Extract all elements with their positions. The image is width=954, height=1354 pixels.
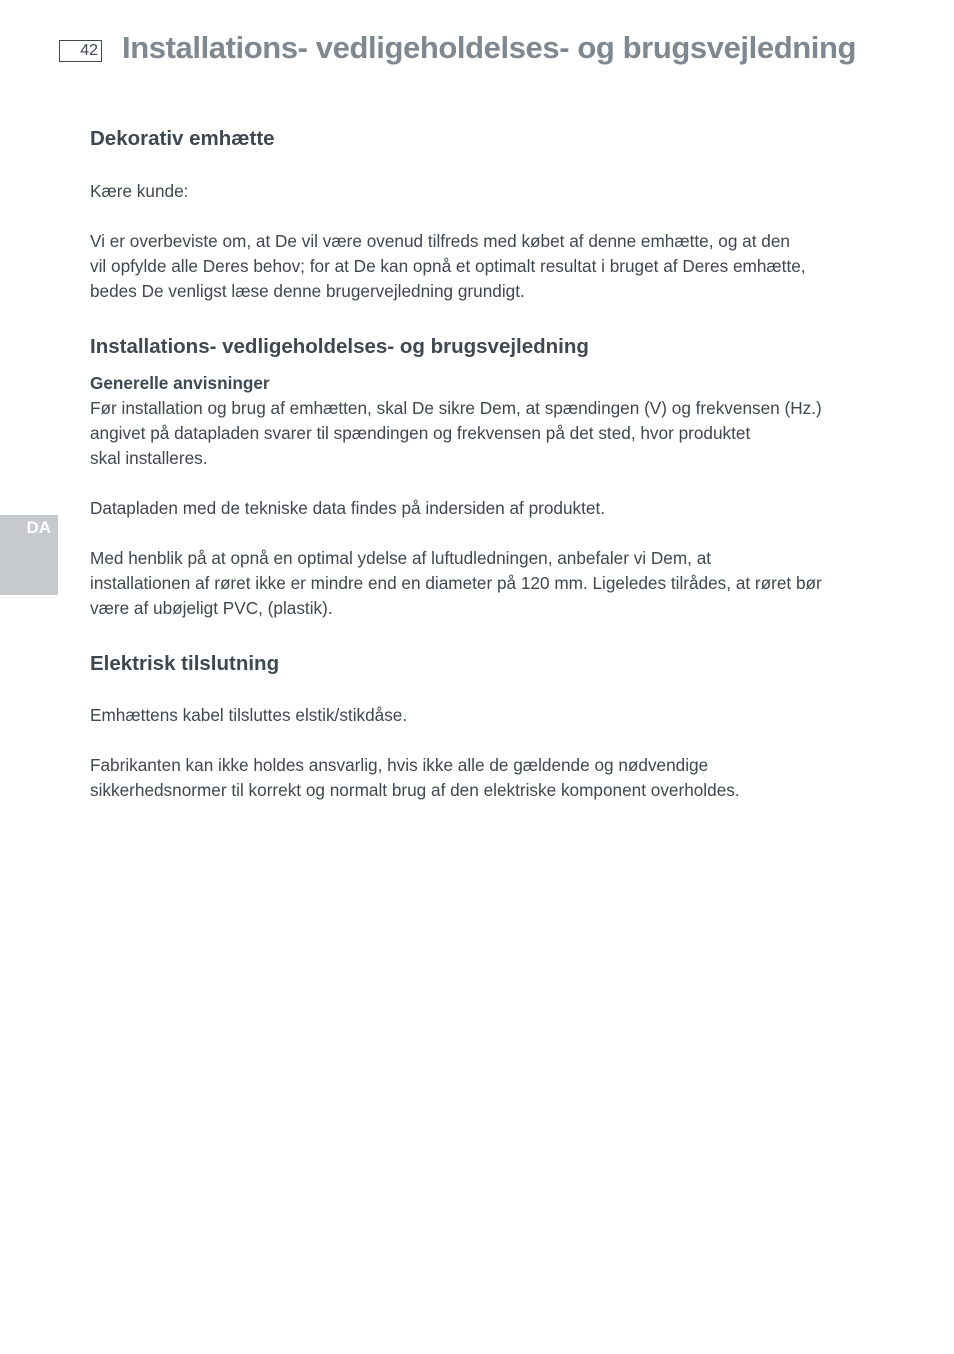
text-line: angivet på datapladen svarer til spændingen og frekvensen på det sted, hvor produktet (90, 423, 751, 443)
text-line: skal installeres. (90, 448, 208, 468)
greeting: Kære kunde: (90, 181, 189, 201)
section-heading-intro: Dekorativ emhætte (90, 127, 275, 150)
page-number: 42 (80, 42, 98, 59)
text-line: være af ubøjeligt PVC, (plastik). (90, 598, 333, 618)
text-line: vil opfylde alle Deres behov; for at De kan opnå et optimalt resultat i bruget af Deres emhætte, (90, 256, 806, 276)
electrical-paragraph-2 (90, 753, 895, 803)
text-line: Vi er overbeviste om, at De vil være ovenud tilfreds med købet af denne emhætte, og at den (90, 231, 790, 251)
intro-paragraph (90, 229, 895, 304)
language-code: DA (26, 518, 51, 537)
text-line: Med henblik på at opnå en optimal ydelse af luftudledningen, anbefaler vi Dem, at (90, 548, 712, 568)
subheading-general: Generelle anvisninger (90, 373, 270, 393)
instructions-paragraph-2: Datapladen med de tekniske data findes på indersiden af produktet. (90, 498, 606, 518)
text-line: sikkerhedsnormer til korrekt og normalt brug af den elektriske komponent overholdes. (90, 780, 740, 800)
electrical-paragraph-1: Emhættens kabel tilsluttes elstik/stikdåse. (90, 705, 408, 725)
instructions-paragraph-1 (90, 396, 895, 471)
text-line: bedes De venligst læse denne brugervejledning grundigt. (90, 281, 525, 301)
section-heading-electrical: Elektrisk tilslutning (90, 652, 280, 675)
page-number-box (59, 40, 102, 62)
section-heading-instructions: Installations- vedligeholdelses- og brugsvejledning (90, 335, 589, 358)
instructions-paragraph-3 (90, 546, 895, 621)
page-title: Installations- vedligeholdelses- og brugsvejledning (122, 30, 857, 65)
language-tab (0, 515, 58, 595)
text-line: installationen af røret ikke er mindre end en diameter på 120 mm. Ligeledes tilrådes, at røret bør (90, 573, 822, 593)
text-line: Fabrikanten kan ikke holdes ansvarlig, hvis ikke alle de gældende og nødvendige (90, 755, 709, 775)
text-line: Før installation og brug af emhætten, skal De sikre Dem, at spændingen (V) og frekvensen (Hz.) (90, 398, 822, 418)
